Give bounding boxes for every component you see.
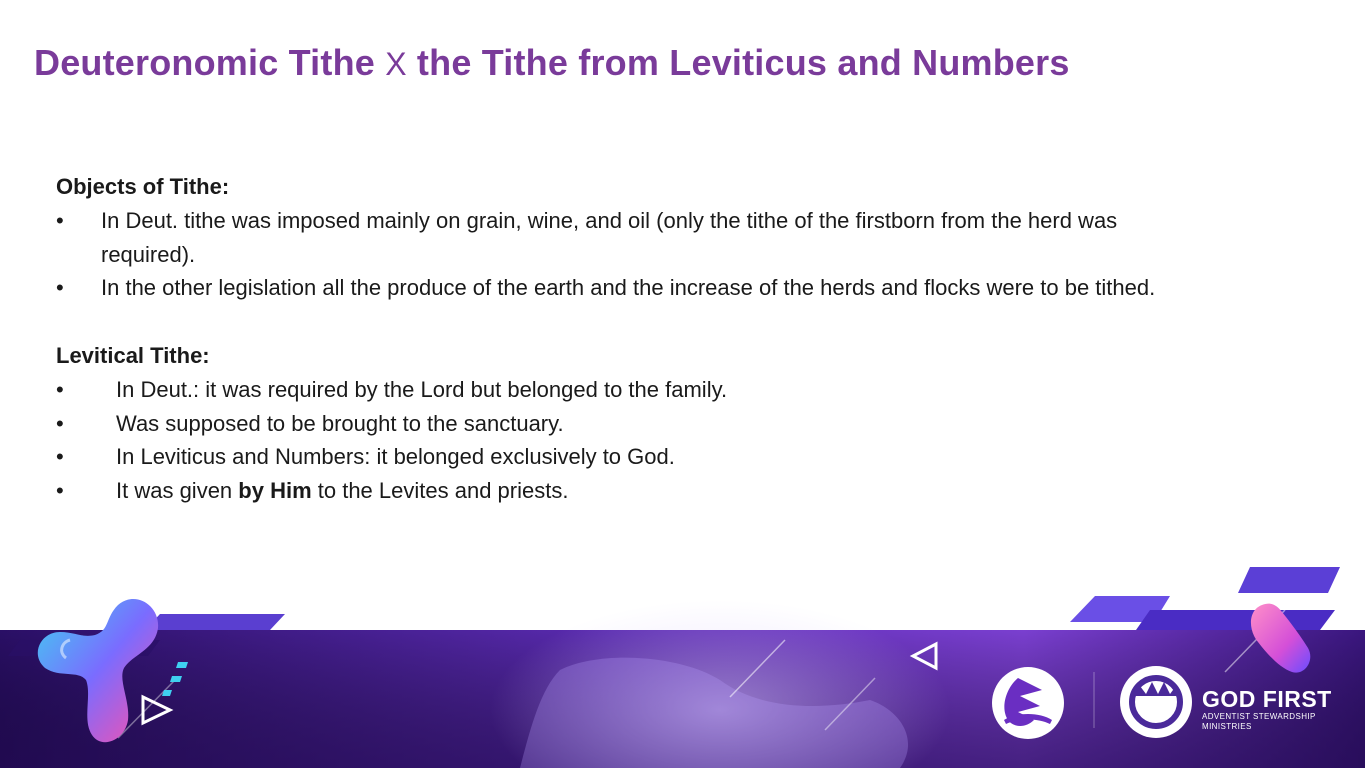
list-item (56, 204, 1156, 272)
list-item-text-end: to the Levites and priests. (311, 478, 569, 504)
footer-graphic (0, 560, 1365, 768)
slide-content (56, 170, 1156, 508)
bullet: • (56, 207, 64, 233)
bullet: • (56, 376, 64, 402)
list-item (56, 440, 1156, 474)
list-item (56, 474, 1156, 508)
levitical-list (56, 373, 1156, 508)
brand-name: GOD FIRST (1202, 686, 1332, 712)
title-part-1: Deuteronomic Tithe (34, 42, 386, 83)
bullet: • (56, 410, 64, 436)
list-item-text: In Deut. tithe was imposed mainly on grain, wine, and oil (only the tithe of the firstborn from the herd was required). (101, 207, 1118, 267)
bullet: • (56, 478, 64, 504)
brand-logo (1202, 686, 1365, 732)
list-item-text-start: It was given (116, 478, 239, 504)
title-x: X (385, 46, 407, 82)
list-item-text-bold: by Him (238, 478, 312, 504)
list-item (56, 271, 1156, 305)
objects-list (56, 204, 1156, 305)
list-item-text: Was supposed to be brought to the sanctuary. (116, 410, 564, 436)
slide-title (34, 42, 1070, 84)
list-item (56, 407, 1156, 441)
section-heading-levitical: Levitical Tithe: (56, 342, 210, 368)
list-item-text: In Leviticus and Numbers: it belonged exclusively to God. (116, 444, 675, 470)
bullet: • (56, 444, 64, 470)
title-part-2: the Tithe from Leviticus and Numbers (406, 42, 1070, 83)
bullet: • (56, 275, 64, 301)
list-item-text: In the other legislation all the produce of the earth and the increase of the herds and flocks were to be tithed. (101, 275, 1156, 301)
spacer (56, 305, 1156, 339)
brand-subtitle: ADVENTIST STEWARDSHIP MINISTRIES (1202, 712, 1316, 731)
section-heading-objects: Objects of Tithe: (56, 174, 230, 199)
list-item (56, 373, 1156, 407)
list-item-text: In Deut.: it was required by the Lord but belonged to the family. (116, 376, 728, 402)
